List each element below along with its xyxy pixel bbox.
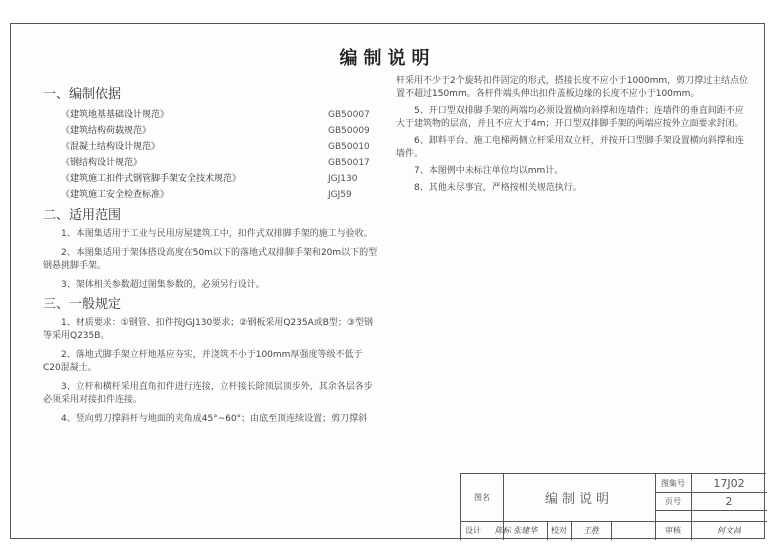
atlas-number-label: 图集号 <box>661 478 685 488</box>
check-label: 校对 <box>551 526 567 535</box>
left-column <box>43 84 378 432</box>
design-signature: 陈标 张建华 <box>494 526 538 535</box>
title-block <box>460 473 766 540</box>
general-paragraph: 6、卸料平台、施工电梯两侧立杆采用双立杆，并按开口型脚手架设置横向斜撑和连墙件。 <box>396 136 744 159</box>
reference-item <box>43 171 378 187</box>
check-signature: 王胜 <box>583 526 599 535</box>
design-label: 设计 <box>465 526 481 535</box>
drawing-name-label: 图名 <box>474 493 490 502</box>
general-paragraph: 7、本图例中未标注单位均以mm计。 <box>414 166 564 176</box>
reference-code: GB50017 <box>328 158 370 168</box>
reference-name: 《建筑地基基础设计规范》 <box>61 110 170 120</box>
reference-code: JGJ59 <box>328 190 352 200</box>
general-paragraph: 1、材质要求：①钢管、扣件按JGJ130要求；②钢板采用Q235A或B型；③型钢等采用Q235B。 <box>43 318 373 341</box>
reference-code: GB50007 <box>328 110 370 120</box>
reference-item <box>43 107 378 123</box>
page-number: 2 <box>725 494 733 508</box>
page-title: 编制说明 <box>339 48 436 69</box>
continued-paragraph: 杆采用不少于2个旋转扣件固定的形式，搭接长度不应小于1000mm，剪刀撑过主结点位置不超过150mm。各杆件端头伸出扣件盖板边缘的长度不应小于100mm。 <box>396 76 749 99</box>
reference-code: GB50010 <box>328 142 370 152</box>
reference-item <box>43 139 378 155</box>
reference-name: 《建筑施工扣件式钢管脚手架安全技术规范》 <box>61 174 242 184</box>
reference-item <box>43 187 378 203</box>
general-paragraph: 2、落地式脚手架立杆地基应夯实，并浇筑不小于100mm厚强度等级不低于C20混凝土。 <box>43 350 363 373</box>
reference-name: 《建筑结构荷载规范》 <box>61 126 152 136</box>
scope-paragraph: 1、本图集适用于工业与民用房屋建筑工中，扣件式双排脚手架的施工与验收。 <box>61 229 373 239</box>
page-number-label: 页号 <box>665 496 681 506</box>
drawing-name: 编制说明 <box>544 492 613 507</box>
reference-code: GB50009 <box>328 126 370 136</box>
general-paragraph: 3、立杆和横杆采用直角扣件进行连接，立杆接长除顶层顶步外，其余各层各步必须采用对接扣件连接。 <box>43 382 373 405</box>
reference-code: JGJ130 <box>328 174 358 184</box>
general-paragraph: 5、开口型双排脚手架的两端均必须设置横向斜撑和连墙件；连墙件的垂直间距不应大于建筑物的层高，并且不应大于4m；开口型双排脚手架的两端应按外立面要求封闭。 <box>396 106 744 129</box>
reference-name: 《建筑施工安全检查标准》 <box>61 190 170 200</box>
general-paragraph: 4、竖向剪刀撑斜杆与地面的夹角成45°~60°；由底至顶连续设置；剪刀撑斜 <box>61 414 368 424</box>
review-signature: 何文昌 <box>717 526 741 535</box>
scope-paragraph: 3、架体相关参数超过图集参数的，必须另行设计。 <box>61 280 265 290</box>
reference-item <box>43 155 378 171</box>
reference-name: 《钢结构设计规范》 <box>61 158 143 168</box>
scope-paragraph: 2、本图集适用于架体搭设高度在50m以下的落地式双排脚手架和20m以下的型钢悬挑脚手架。 <box>43 248 378 271</box>
section-heading-basis: 一、编制依据 <box>43 87 122 102</box>
reference-list <box>43 107 378 203</box>
review-label: 审核 <box>665 526 681 535</box>
drawing-sheet <box>10 23 765 539</box>
atlas-number: 17J02 <box>713 476 745 490</box>
right-column <box>396 75 751 199</box>
reference-item <box>43 123 378 139</box>
section-heading-general: 三、一般规定 <box>43 297 122 312</box>
general-paragraph: 8、其他未尽事宜，严格按相关规范执行。 <box>414 183 582 193</box>
reference-name: 《混凝土结构设计规范》 <box>61 142 161 152</box>
section-heading-scope: 二、适用范围 <box>43 208 122 223</box>
